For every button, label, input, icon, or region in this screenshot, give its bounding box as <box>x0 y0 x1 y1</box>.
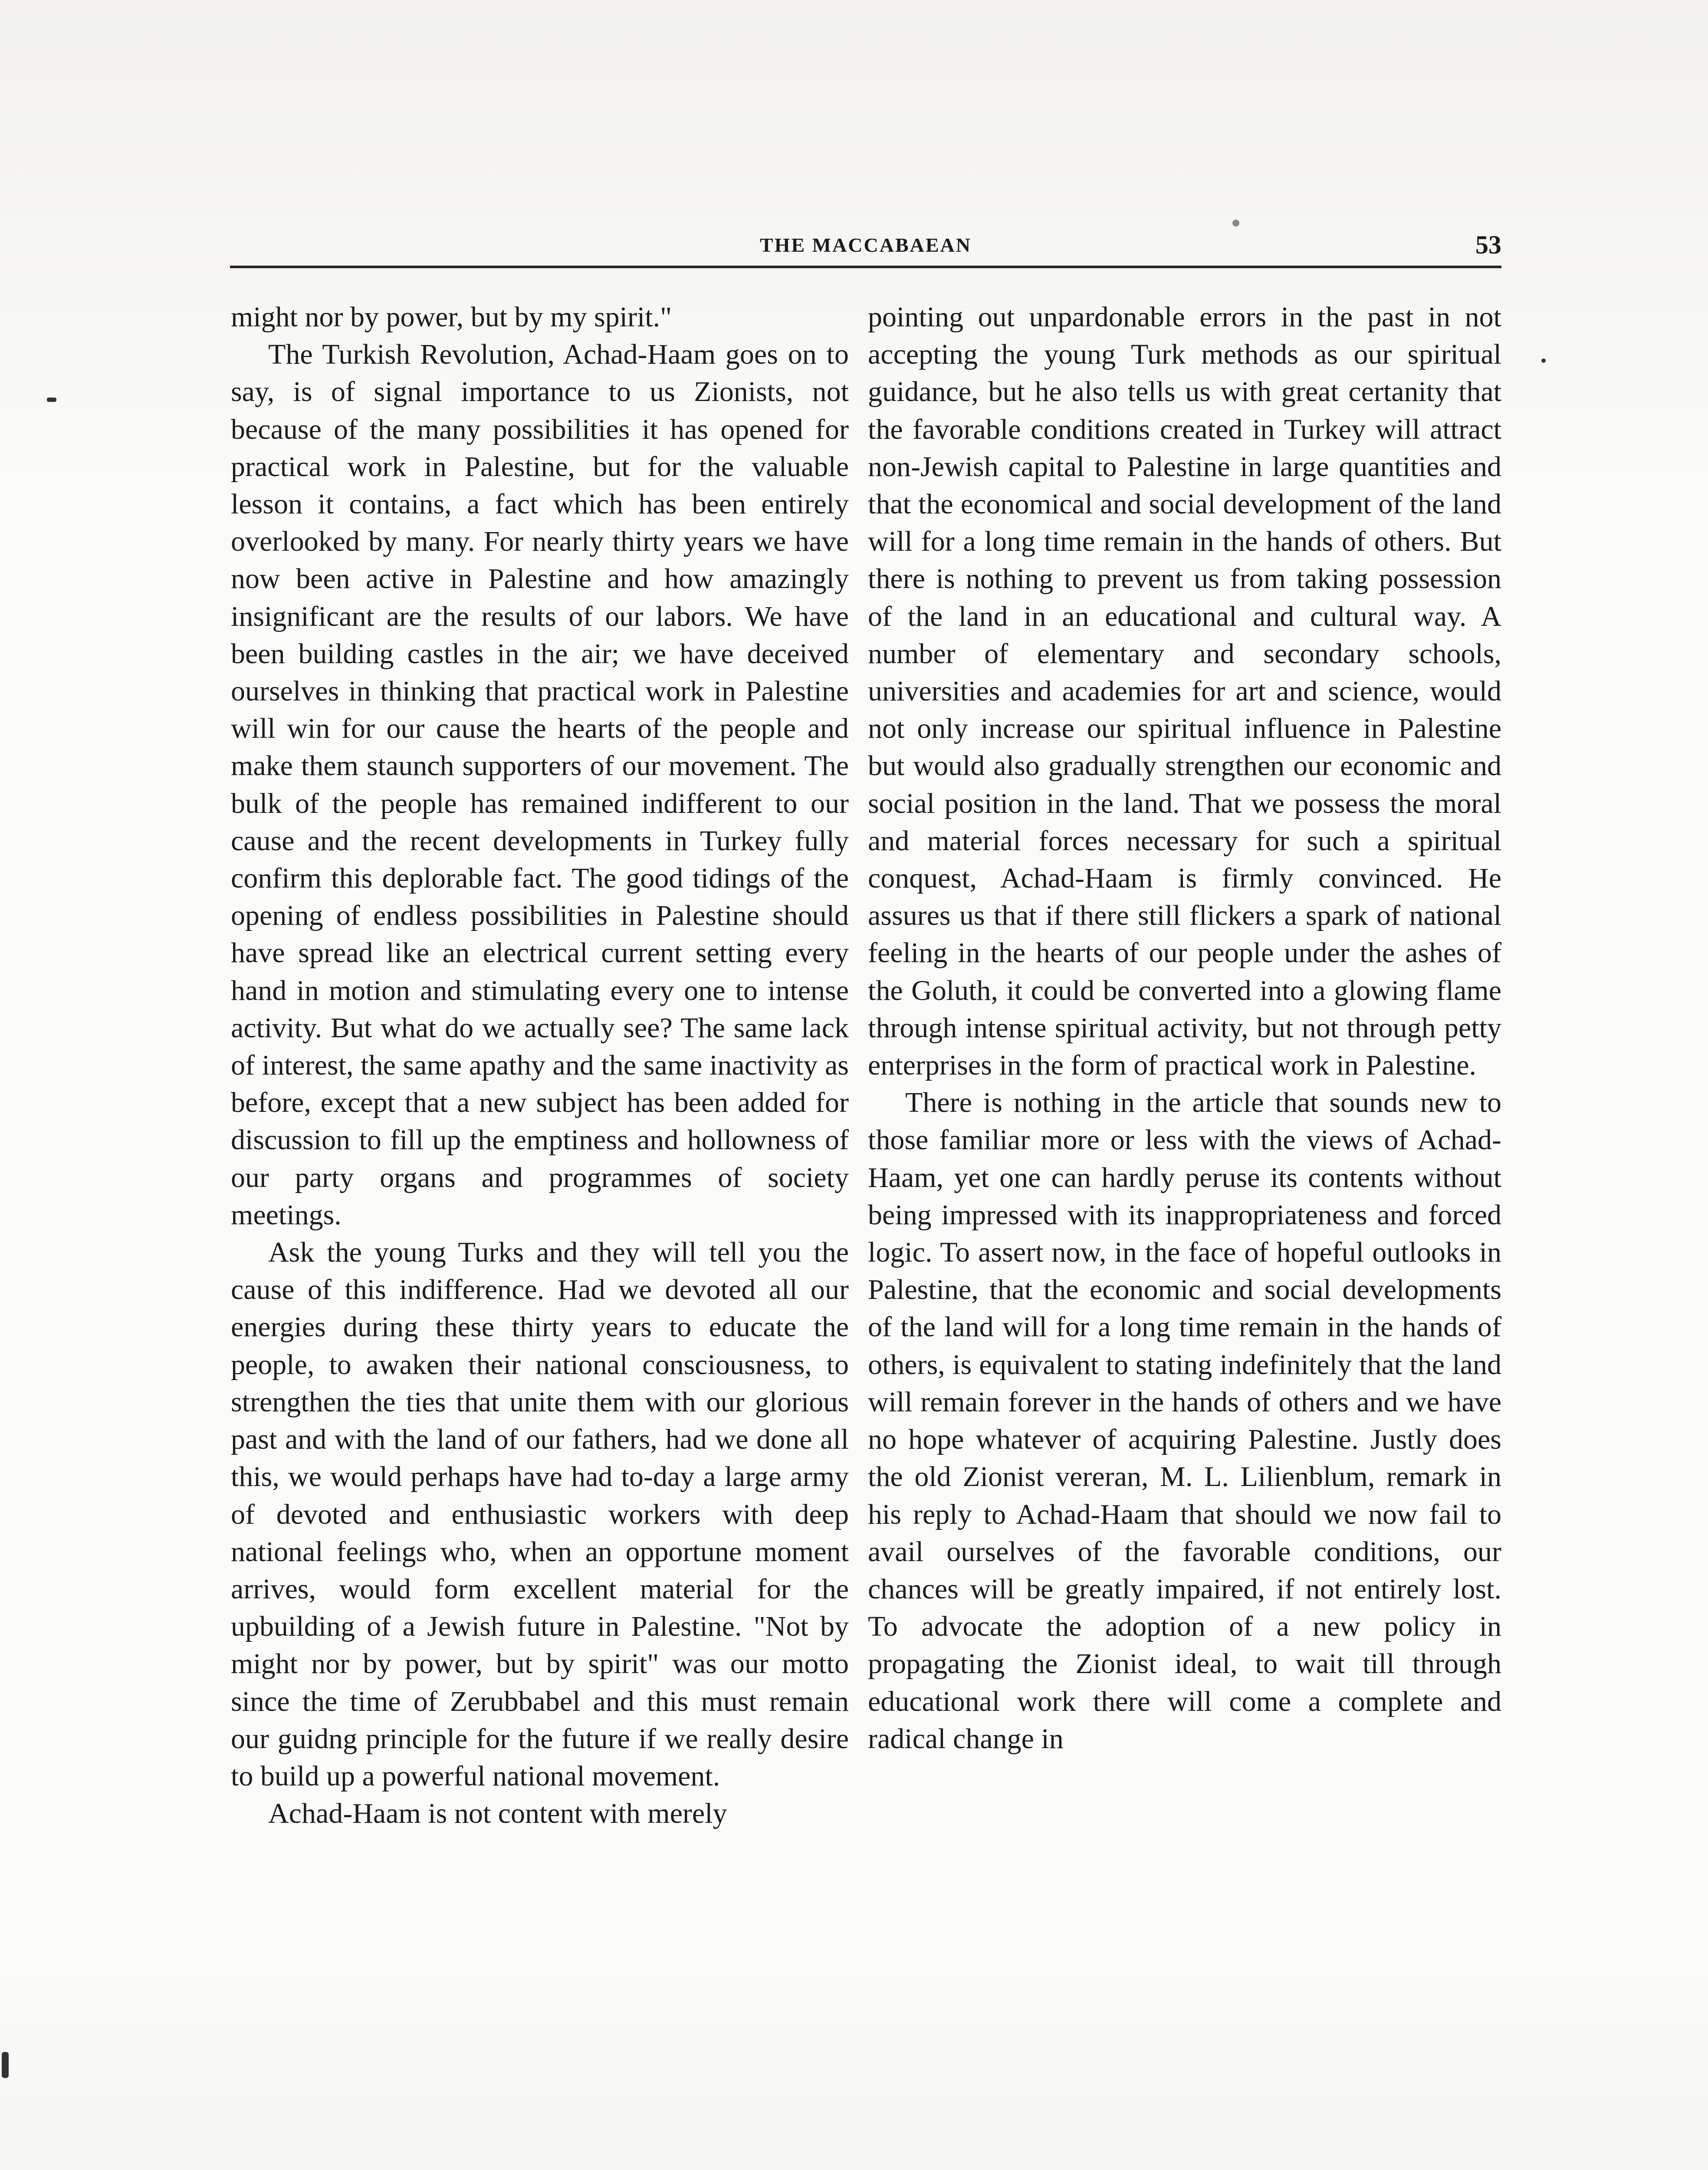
paragraph: Achad-Haam is not content with merely <box>268 1798 727 1830</box>
scan-speck <box>47 398 56 402</box>
running-title: THE MACCABAEAN <box>760 234 972 256</box>
running-header <box>230 230 1501 265</box>
page-number: 53 <box>1475 230 1501 259</box>
scan-speck <box>1232 220 1239 227</box>
paragraph: There is nothing in the article that sounds new to those familiar more or less with the views of Achad-Haam, yet one can hardly peruse its contents without being impressed with its inappropriateness and forced logic. To assert now, in the face of hopeful outlooks in Palestine, that the economic and social developments of the land will for a long time remain in the hands of others, is equivalent to stating indefinitely that the land will remain forever in the hands of others and we have no hope whatever of acquiring Palestine. Justly does the old Zionist vereran, M. L. Lilienblum, remark in his reply to Achad-Haam that should we now fail to avail ourselves of the favorable conditions, our chances will be greatly impaired, if not entirely lost. To advocate the adoption of a new policy in propagating the Zionist ideal, to wait till through educational work there will come a complete and radical change in <box>868 1087 1501 1755</box>
scan-speck <box>1541 358 1546 363</box>
right-column <box>868 299 1501 2170</box>
paragraph: might nor by power, but by my spirit." <box>231 301 672 333</box>
paragraph: pointing out unpardonable errors in the past in not accepting the young Turk methods as our spiritual guidance, but he also tells us with great certanity that the favorable conditions created in Turkey will attract non-Jewish capital to Palestine in large quantities and that the economical and social development of the land will for a long time remain in the hands of others. But there is nothing to prevent us from taking possession of the land in an educational and cultural way. A number of elementary and secondary schools, universities and academies for art and science, would not only increase our spiritual influence in Palestine but would also gradually strengthen our economic and social position in the land. That we possess the moral and material forces necessary for such a spiritual conquest, Achad-Haam is firmly convinced. He assures us that if there still flickers a spark of national feeling in the hearts of our people under the ashes of the Goluth, it could be converted into a glowing flame through intense spiritual activity, but not through petty enterprises in the form of practical work in Palestine. <box>868 301 1501 1082</box>
paragraph: Ask the young Turks and they will tell you the cause of this indifference. Had we devoted all our energies during these thirty years to educate the people, to awaken their national consciousness, to strengthen the ties that unite them with our glorious past and with the land of our fathers, had we done all this, we would perhaps have had to-day a large army of devoted and enthusiastic workers with deep national feelings who, when an opportune moment arrives, would form excellent material for the upbuilding of a Jewish future in Palestine. "Not by might nor by power, but by spirit" was our motto since the time of Zerubbabel and this must remain our guidng principle for the future if we really desire to build up a powerful national movement. <box>231 1236 849 1792</box>
header-rule <box>230 266 1501 268</box>
paragraph: The Turkish Revolution, Achad-Haam goes on to say, is of signal importance to us Zionists, not because of the many possibilities it has opened for practical work in Palestine, but for the valuable lesson it contains, a fact which has been entirely overlooked by many. For nearly thirty years we have now been active in Palestine and how amazingly insignificant are the results of our labors. We have been building castles in the air; we have deceived ourselves in thinking that practical work in Palestine will win for our cause the hearts of the people and make them staunch supporters of our movement. The bulk of the people has remained indifferent to our cause and the recent developments in Turkey fully confirm this deplorable fact. The good tidings of the opening of endless possibilities in Palestine should have spread like an electrical current setting every hand in motion and stimulating every one to intense activity. But what do we actually see? The same lack of interest, the same apathy and the same inactivity as before, except that a new subject has been added for discussion to fill up the emptiness and hollowness of our party organs and programmes of society meetings. <box>231 339 849 1231</box>
scan-speck <box>2 2052 9 2078</box>
left-column <box>231 299 849 2170</box>
